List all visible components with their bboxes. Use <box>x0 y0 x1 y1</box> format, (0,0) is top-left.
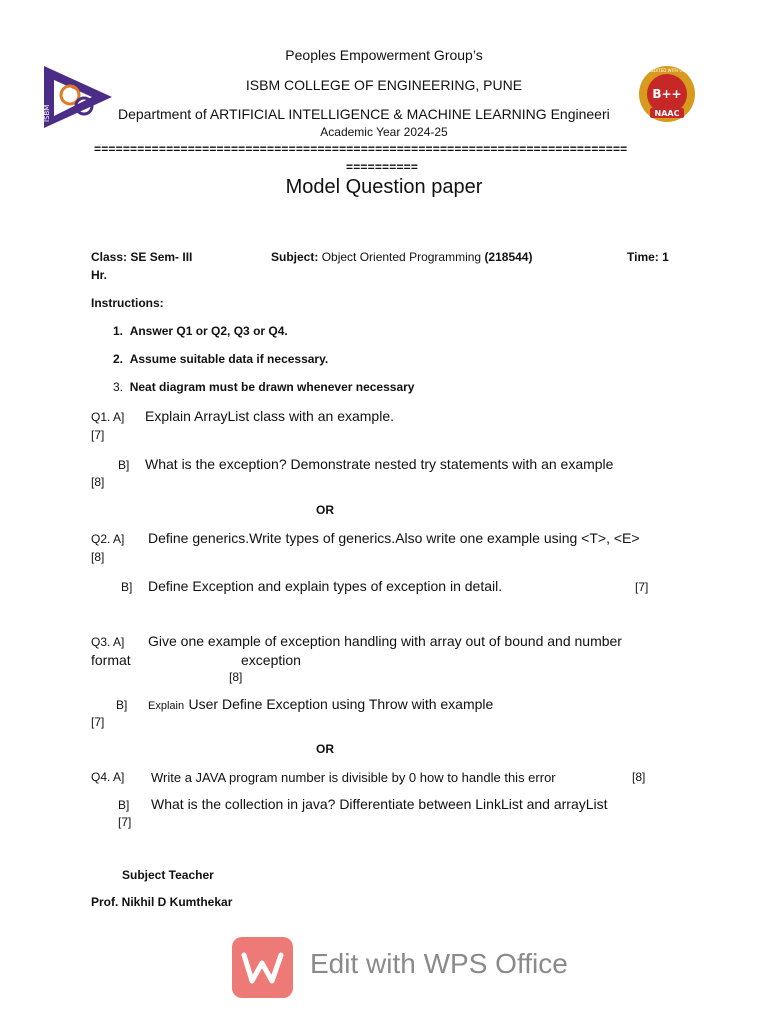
q3a-label: Q3. A] <box>91 635 125 649</box>
or-divider: OR <box>316 742 334 756</box>
q4a-text: Write a JAVA program number is divisible by 0 how to handle this error <box>151 770 556 785</box>
subject-code: (218544) <box>484 250 533 264</box>
instructions-heading: Instructions: <box>91 296 164 310</box>
subject-value: Object Oriented Programming <box>321 250 482 264</box>
q4b-text: What is the collection in java? Differentiate between LinkList and arrayList <box>151 796 608 812</box>
instruction-num: 1. <box>113 324 124 338</box>
teacher-name: Prof. Nikhil D Kumthekar <box>91 895 233 909</box>
q4b-label: B] <box>118 798 130 812</box>
q1b-text: What is the exception? Demonstrate nested try statements with an example <box>145 456 614 472</box>
or-divider: OR <box>316 503 334 517</box>
instruction-text: Assume suitable data if necessary. <box>129 352 329 366</box>
q4a-label: Q4. A] <box>91 770 125 784</box>
q3b-text-line <box>148 696 493 714</box>
wps-edit-link[interactable]: Edit with WPS Office <box>310 948 568 979</box>
q2b-text: Define Exception and explain types of exception in detail. <box>148 578 503 594</box>
q1b-marks: [8] <box>91 475 105 489</box>
q1a-label: Q1. A] <box>91 410 125 424</box>
instruction-num: 2. <box>113 352 124 366</box>
college-logo-text: ISBM <box>43 104 51 122</box>
naac-label: NAAC <box>654 109 680 118</box>
separator-line-wrap: ========== <box>346 160 419 174</box>
naac-grade: B++ <box>652 87 682 101</box>
q3b-marks: [7] <box>91 715 105 729</box>
separator-line: ========================================================================== <box>94 142 628 156</box>
q1b-label: B] <box>118 458 130 472</box>
college-name: ISBM COLLEGE OF ENGINEERING, PUNE <box>245 77 523 93</box>
subject-label: Subject: <box>271 250 319 264</box>
q4a-marks: [8] <box>632 770 646 784</box>
q2a-marks: [8] <box>91 550 105 564</box>
naac-badge <box>632 62 702 126</box>
q3a-text-wrap: format <box>91 652 131 668</box>
wps-logo-icon[interactable] <box>232 937 293 998</box>
instruction-item <box>113 352 328 366</box>
q3b-label: B] <box>116 698 128 712</box>
academic-year: Academic Year 2024-25 <box>320 125 448 139</box>
q3b-text: User Define Exception using Throw with example <box>188 696 494 712</box>
naac-ring-text: ACCREDITED WITH GRADE <box>640 68 694 73</box>
q3a-text: Give one example of exception handling with array out of bound and number <box>148 633 622 649</box>
q2a-label: Q2. A] <box>91 532 125 546</box>
q3b-prefix: Explain <box>148 700 185 712</box>
q2b-marks: [7] <box>635 580 649 594</box>
class-label: Class: SE Sem- III <box>91 250 193 264</box>
q1a-marks: [7] <box>91 428 105 442</box>
time-label: Time: 1 <box>627 250 669 264</box>
instruction-text: Answer Q1 or Q2, Q3 or Q4. <box>129 324 288 338</box>
q3a-text-wrap: exception <box>241 652 301 668</box>
instruction-num: 3. <box>113 380 124 394</box>
college-logo <box>40 62 115 132</box>
q2a-text: Define generics.Write types of generics.Also write one example using <T>, <E> <box>148 530 640 546</box>
department-name: Department of ARTIFICIAL INTELLIGENCE & MACHINE LEARNING Engineeri <box>118 106 610 122</box>
group-name: Peoples Empowerment Group’s <box>285 47 483 63</box>
time-wrap: Hr. <box>91 268 108 282</box>
instruction-item <box>113 380 414 394</box>
page-title: Model Question paper <box>285 176 483 198</box>
q2b-label: B] <box>121 580 133 594</box>
q4b-marks: [7] <box>118 815 132 829</box>
instruction-item <box>113 324 288 338</box>
q1a-text: Explain ArrayList class with an example. <box>145 408 394 424</box>
instruction-text: Neat diagram must be drawn whenever necessary <box>129 380 415 394</box>
subject-line <box>271 250 532 264</box>
subject-teacher-label: Subject Teacher <box>122 868 214 882</box>
q3a-marks: [8] <box>229 670 243 684</box>
